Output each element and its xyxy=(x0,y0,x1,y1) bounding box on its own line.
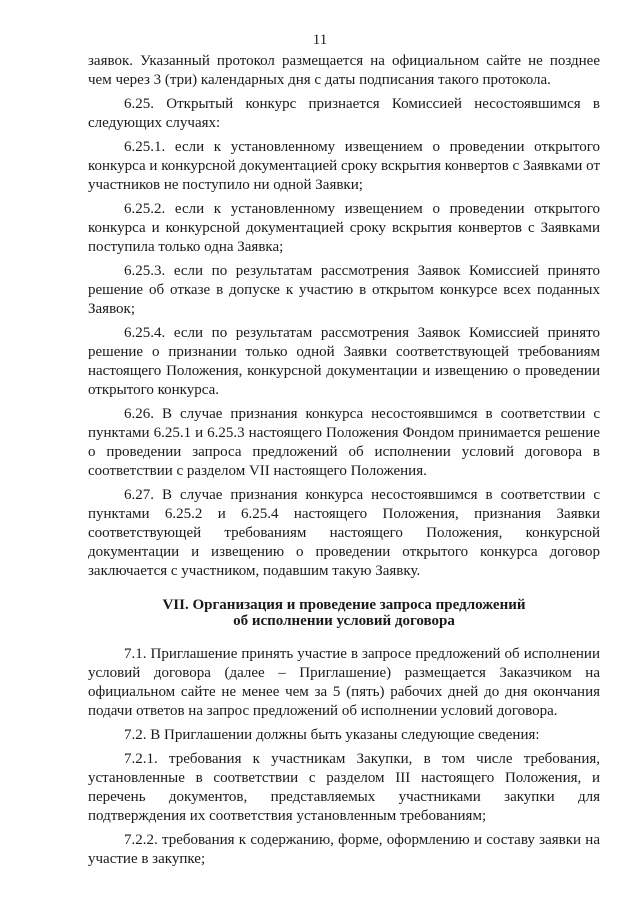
paragraph-protocol-continuation: заявок. Указанный протокол размещается на официальном сайте не позднее чем через 3 (три) календарных дня с даты подписания такого протокола. xyxy=(88,53,600,88)
paragraph-7-2-1: 7.2.1. требования к участникам Закупки, в том числе требования, установленные в соответствии с разделом III настоящего Положения, и перечень документов, представляемых участниками закупки для подтверждения их соответствия установленным требованиям; xyxy=(88,751,600,824)
document-body xyxy=(88,52,600,874)
section-heading xyxy=(88,597,600,629)
section-title-line-1: VII. Организация и проведение запроса предложений xyxy=(162,597,526,613)
paragraph-6-25-1: 6.25.1. если к установленному извещением о проведении открытого конкурса и конкурсной документацией сроку вскрытия конвертов с Заявками от участников не поступило ни одной Заявки; xyxy=(88,139,600,193)
paragraph-7-2: 7.2. В Приглашении должны быть указаны следующие сведения: xyxy=(124,727,540,743)
page-number: 11 xyxy=(312,32,328,48)
paragraph-7-1: 7.1. Приглашение принять участие в запросе предложений об исполнении условий договора (далее – Приглашение) размещается Заказчиком на официальном сайте не менее чем за 5 (пять) рабочих дней до дня окончания подачи ответов на запрос предложений об исполнении условий договора. xyxy=(88,646,600,719)
section-title-line-2: об исполнении условий договора xyxy=(233,613,455,629)
paragraph-6-25-2: 6.25.2. если к установленному извещением о проведении открытого конкурса и конкурсной документацией сроку вскрытия конвертов с Заявками поступила только одна Заявка; xyxy=(88,201,600,255)
paragraph-6-25-4: 6.25.4. если по результатам рассмотрения Заявок Комиссией принято решение о признании только одной Заявки соответствующей требованиям настоящего Положения, конкурсной документации и извещению о проведении открытого конкурса. xyxy=(88,325,600,398)
paragraph-6-25: 6.25. Открытый конкурс признается Комиссией несостоявшимся в следующих случаях: xyxy=(88,96,600,131)
paragraph-6-27: 6.27. В случае признания конкурса несостоявшимся в соответствии с пунктами 6.25.2 и 6.25.4 настоящего Положения, признания Заявки соответствующей требованиям настоящего Положения, конкурсной документации и извещению о проведении открытого конкурса договор заключается с участником, подавшим такую Заявку. xyxy=(88,487,600,579)
paragraph-6-25-3: 6.25.3. если по результатам рассмотрения Заявок Комиссией принято решение об отказе в допуске к участию в открытом конкурсе всех поданных Заявок; xyxy=(88,263,600,317)
paragraph-7-2-2: 7.2.2. требования к содержанию, форме, оформлению и составу заявки на участие в закупке; xyxy=(88,832,600,867)
paragraph-6-26: 6.26. В случае признания конкурса несостоявшимся в соответствии с пунктами 6.25.1 и 6.25.3 настоящего Положения Фондом принимается решение о проведении запроса предложений об исполнении условий договора в соответствии с разделом VII настоящего Положения. xyxy=(88,406,600,479)
